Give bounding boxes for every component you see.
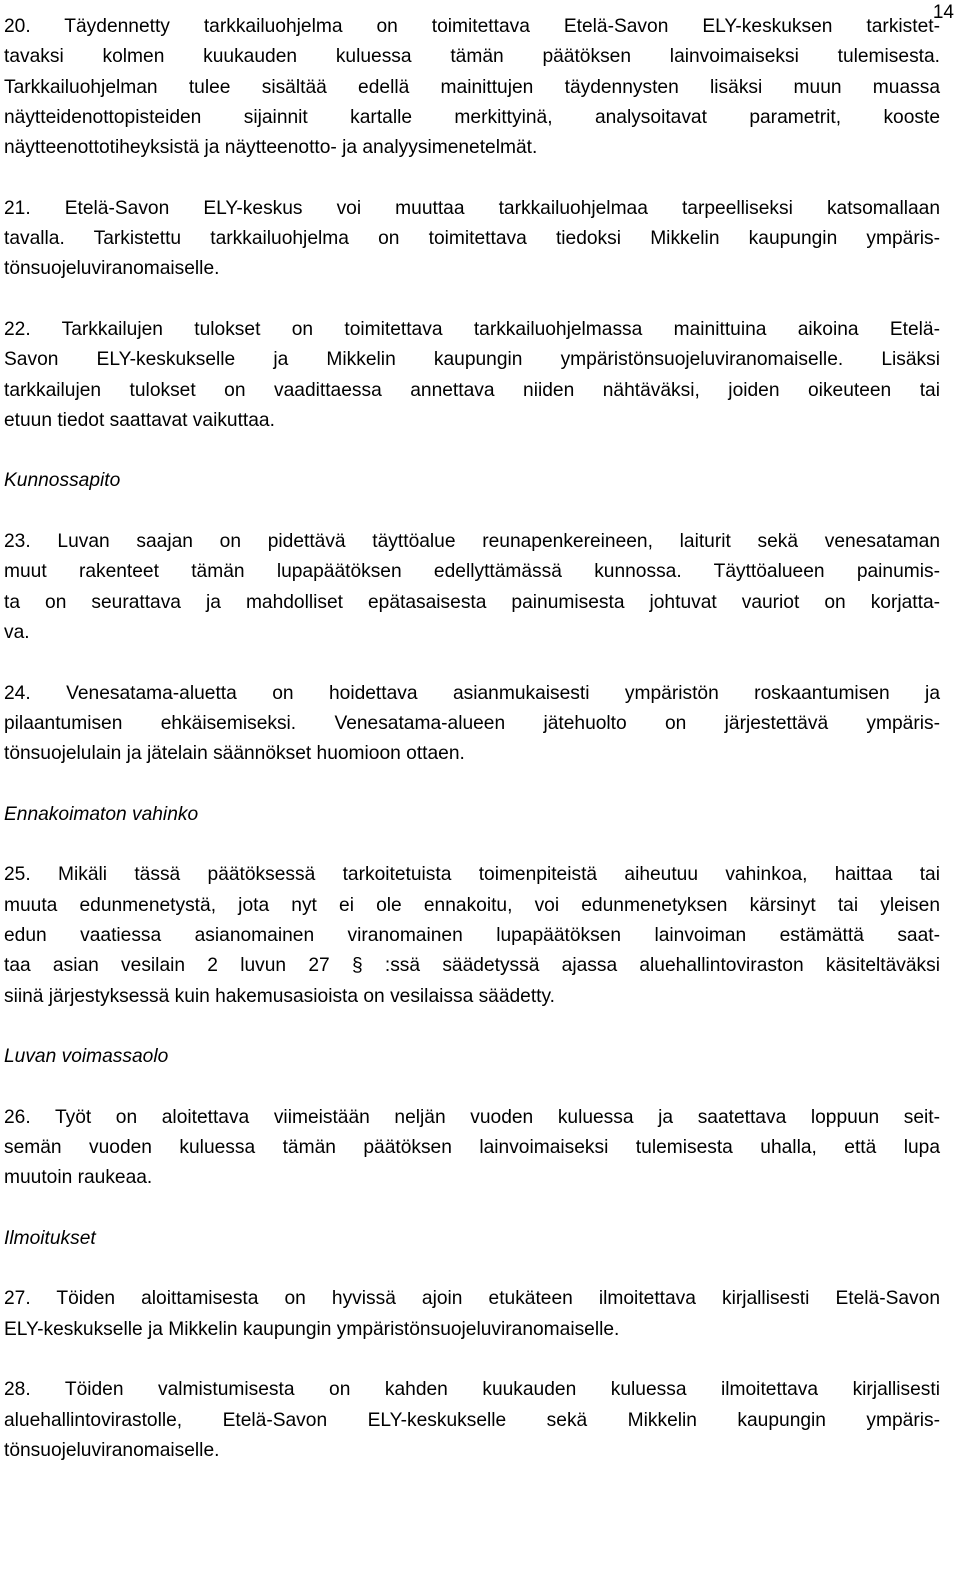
text-line: muutoin raukeaa. — [4, 1167, 153, 1189]
text-line: 21. Etelä-Savon ELY-keskus voi muuttaa tarkkailuohjelmaa tarpeelliseksi katsomallaan — [4, 197, 940, 219]
paragraph — [4, 12, 940, 163]
text-line: tönsuojelulain ja jätelain säännökset huomioon ottaen. — [4, 743, 465, 765]
text-line: 20. Täydennetty tarkkailuohjelma on toimitettava Etelä-Savon ELY-keskuksen tarkistet- — [4, 16, 940, 37]
text-line: 28. Töiden valmistumisesta on kahden kuukauden kuluessa ilmoitettava kirjallisesti — [4, 1379, 940, 1401]
text-line: Savon ELY-keskukselle ja Mikkelin kaupungin ympäristönsuojeluviranomaiselle. Lisäksi — [4, 349, 940, 371]
text-line: Ennakoimaton vahinko — [4, 803, 199, 825]
text-line: näytteenottotiheyksistä ja näytteenotto- ja analyysimenetelmät. — [4, 137, 538, 159]
section-heading — [4, 800, 940, 830]
text-line: ELY-keskukselle ja Mikkelin kaupungin ympäristönsuojeluviranomaiselle. — [4, 1318, 620, 1340]
text-line: tönsuojeluviranomaiselle. — [4, 258, 220, 280]
text-line: tavaksi kolmen kuukauden kuluessa tämän päätöksen lainvoimaiseksi tulemisesta. — [4, 46, 940, 68]
text-line: siinä järjestyksessä kuin hakemusasioista on vesilaissa säädetty. — [4, 985, 556, 1007]
text-line: tavalla. Tarkistettu tarkkailuohjelma on toimitettava tiedoksi Mikkelin kaupungin ympäris- — [4, 228, 940, 250]
text-line: muut rakenteet tämän lupapäätöksen edellyttämässä kunnossa. Täyttöalueen painumis- — [4, 561, 940, 583]
text-line: Kunnossapito — [4, 470, 121, 492]
text-line: Ilmoitukset — [4, 1227, 96, 1249]
section-heading — [4, 466, 940, 496]
text-line: 27. Töiden aloittamisesta on hyvissä ajoin etukäteen ilmoitettava kirjallisesti Etelä-Savon — [4, 1288, 940, 1310]
page-number: 14 — [932, 2, 954, 23]
section-heading — [4, 1224, 940, 1254]
text-line: va. — [4, 621, 30, 643]
paragraph — [4, 860, 940, 1011]
text-line: 26. Työt on aloitettava viimeistään neljän vuoden kuluessa ja saatettava loppuun seit- — [4, 1106, 940, 1128]
paragraph — [4, 1103, 940, 1194]
section-heading — [4, 1042, 940, 1072]
text-line: taa asian vesilain 2 luvun 27 § :ssä säädetyssä ajassa aluehallintoviraston käsiteltäväksi — [4, 955, 940, 977]
paragraph — [4, 1375, 940, 1466]
text-line: näytteidenottopisteiden sijainnit kartalle merkittyinä, analysoitavat parametrit, kooste — [4, 106, 940, 128]
text-line: Tarkkailuohjelman tulee sisältää edellä mainittujen täydennysten lisäksi muun muassa — [4, 76, 940, 98]
text-line: pilaantumisen ehkäisemiseksi. Venesatama-alueen jätehuolto on järjestettävä ympäris- — [4, 712, 940, 734]
paragraph — [4, 1284, 940, 1345]
text-line: tönsuojeluviranomaiselle. — [4, 1439, 220, 1461]
paragraph — [4, 315, 940, 436]
text-line: tarkkailujen tulokset on vaadittaessa annettava niiden nähtäväksi, joiden oikeuteen tai — [4, 379, 940, 401]
text-line: 25. Mikäli tässä päätöksessä tarkoitetuista toimenpiteistä aiheutuu vahinkoa, haittaa tai — [4, 864, 940, 886]
text-line: Luvan voimassaolo — [4, 1046, 169, 1068]
paragraph — [4, 527, 940, 648]
text-line: 23. Luvan saajan on pidettävä täyttöalue reunapenkereineen, laiturit sekä venesataman — [4, 531, 940, 553]
paragraph — [4, 194, 940, 285]
text-line: etuun tiedot saattavat vaikuttaa. — [4, 409, 275, 431]
text-line: muuta edunmenetystä, jota nyt ei ole ennakoitu, voi edunmenetyksen kärsinyt tai yleisen — [4, 894, 940, 916]
text-line: 24. Venesatama-aluetta on hoidettava asianmukaisesti ympäristön roskaantumisen ja — [4, 682, 940, 704]
paragraph — [4, 679, 940, 770]
text-line: edun vaatiessa asianomainen viranomainen lupapäätöksen lainvoiman estämättä saat- — [4, 924, 940, 946]
text-line: semän vuoden kuluessa tämän päätöksen lainvoimaiseksi tulemisesta uhalla, että lupa — [4, 1136, 940, 1158]
text-line: 22. Tarkkailujen tulokset on toimitettava tarkkailuohjelmassa mainittuina aikoina Etelä- — [4, 318, 940, 340]
text-line: ta on seurattava ja mahdolliset epätasaisesta painumisesta johtuvat vauriot on korjatta- — [4, 591, 940, 613]
document-body — [4, 12, 940, 1497]
text-line: aluehallintovirastolle, Etelä-Savon ELY-keskukselle sekä Mikkelin kaupungin ympäris- — [4, 1409, 940, 1431]
